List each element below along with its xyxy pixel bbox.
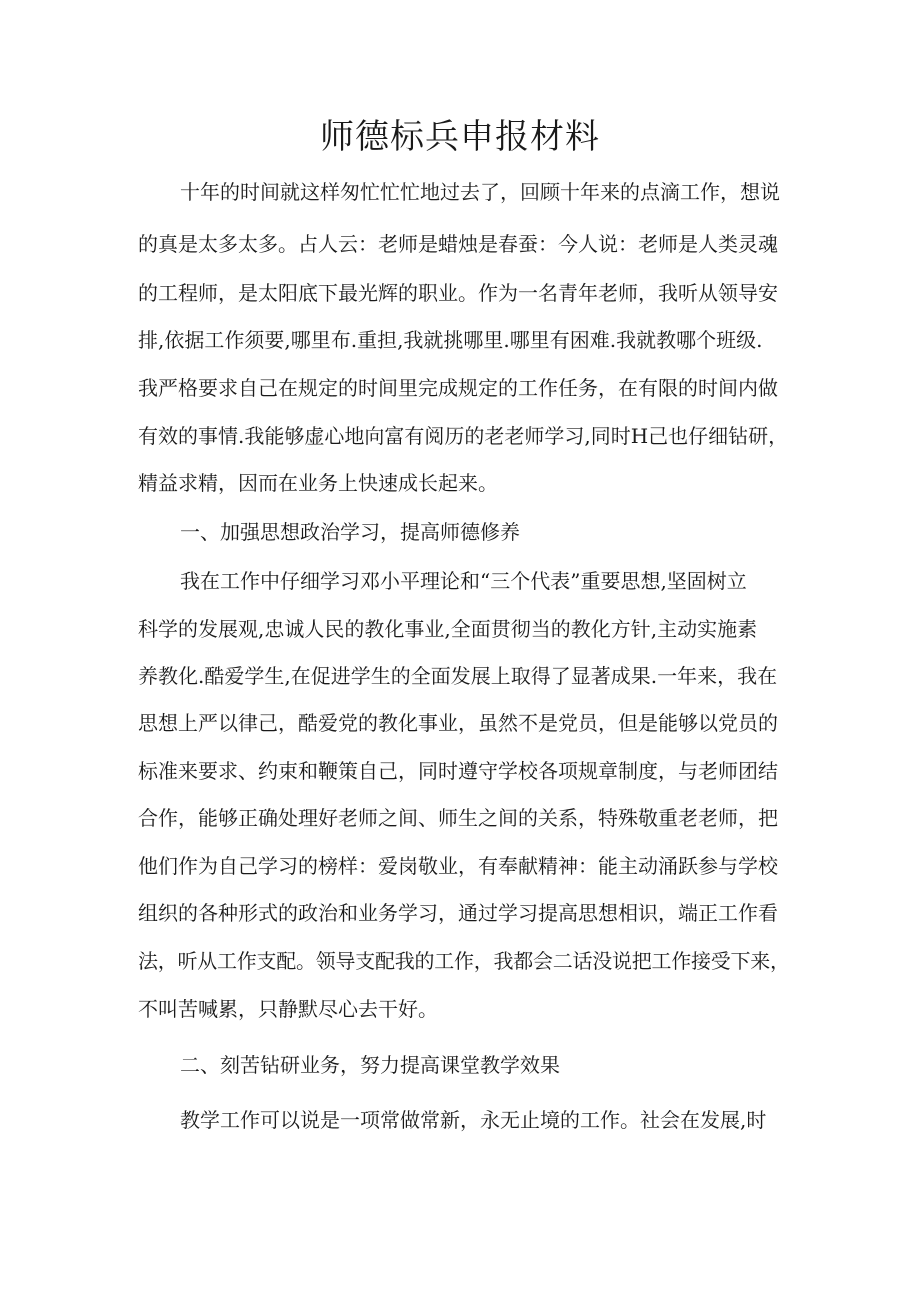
paragraph-line: 精益求精，因而在业务上快速成长起来。 (138, 471, 498, 495)
paragraph-line: 的真是太多太多。占人云：老师是蜡烛是春蚕：今人说：老师是人类灵魂 (138, 232, 778, 256)
paragraph-line: 标准来要求、约束和鞭策自己，同时遵守学校各项规章制度，与老师团结 (138, 759, 778, 783)
paragraph-line: 法，听从工作支配。领导支配我的工作，我都会二话没说把工作接受下来， (138, 949, 790, 973)
document-title: 师德标兵申报材料 (320, 117, 600, 157)
paragraph-line: 的工程师，是太阳底下最光辉的职业。作为一名青年老师，我听从领导安 (138, 281, 778, 305)
paragraph-line: 思想上严以律己，酷爱党的教化事业，虽然不是党员，但是能够以党员的 (138, 711, 778, 735)
paragraph-line: 十年的时间就这样匆忙忙忙地过去了，回顾十年来的点滴工作，想说 (180, 180, 780, 204)
paragraph-line: 不叫苦喊累，只静默尽心去干好。 (138, 997, 438, 1021)
paragraph-line: 科学的发展观,忠诚人民的教化事业,全面贯彻当的教化方针,主动实施素 (138, 617, 758, 641)
paragraph-line: 有效的事情.我能够虚心地向富有阅历的老老师学习,同时H己也仔细钻研， (138, 424, 789, 448)
paragraph-line: 我严格要求自己在规定的时间里完成规定的工作任务，在有限的时间内做 (138, 376, 778, 400)
paragraph-line: 我在工作中仔细学习邓小平理论和“三个代表”重要思想,坚固树立 (180, 569, 747, 593)
paragraph-line: 养教化.酷爱学生,在促进学生的全面发展上取得了显著成果.一年来，我在 (138, 664, 778, 688)
section-heading: 二、刻苦钻研业务，努力提高课堂教学效果 (180, 1053, 560, 1077)
paragraph-line: 他们作为自己学习的榜样：爱岗敬业，有奉献精神：能主动涌跃参与学校 (138, 854, 778, 878)
paragraph-line: 合作，能够正确处理好老师之间、师生之间的关系，特殊敬重老老师，把 (138, 806, 778, 830)
paragraph-line: 排,依据工作须要,哪里布.重担,我就挑哪里.哪里有困难.我就教哪个班级. (138, 328, 763, 352)
paragraph-line: 组织的各种形式的政治和业务学习，通过学习提高思想相识，端正工作看 (138, 901, 778, 925)
section-heading: 一、加强思想政治学习，提高师德修养 (180, 520, 520, 544)
paragraph-line: 教学工作可以说是一项常做常新，永无止境的工作。社会在发展,时 (180, 1108, 767, 1132)
